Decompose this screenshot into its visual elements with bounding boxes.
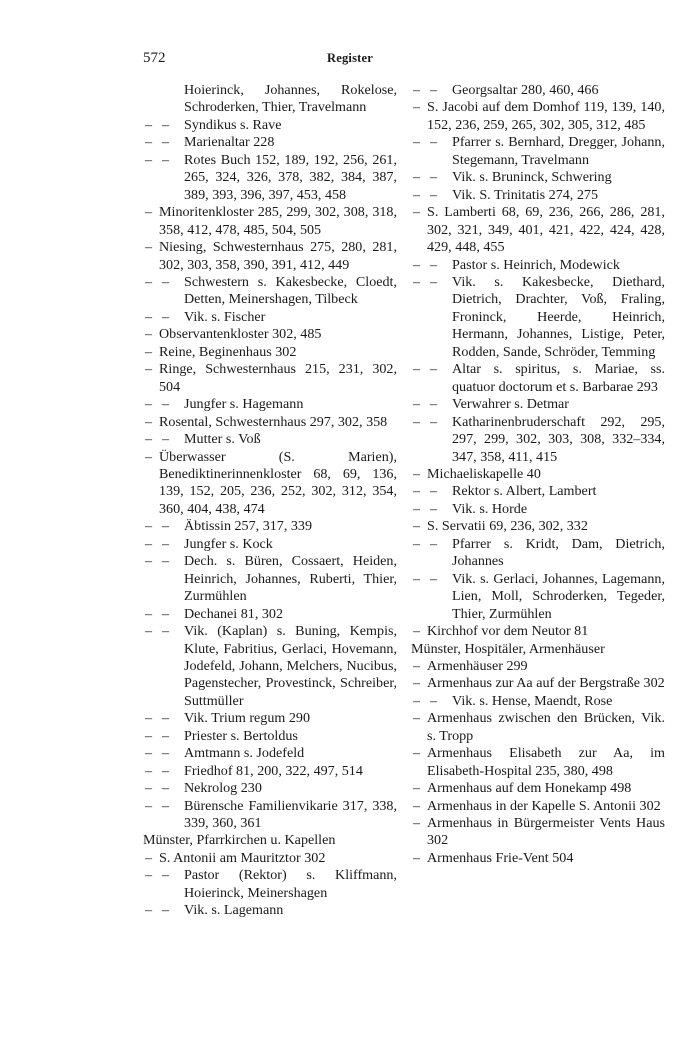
level-dash: – — [413, 849, 421, 866]
level-dash: – — [162, 308, 170, 325]
entry-text: Katharinenbruderschaft 292, 295, 297, 299, 302, 303, 308, 332–334, 347, 358, 411, 415 — [452, 413, 665, 465]
index-entry — [143, 536, 397, 553]
entry-text: Rotes Buch 152, 189, 192, 256, 261, 265, 324, 326, 378, 382, 384, 387, 389, 393, 396, 397, 453, 458 — [184, 151, 397, 203]
level-dash: – — [413, 169, 421, 186]
index-entry — [143, 850, 397, 867]
index-entry — [411, 257, 665, 274]
level-dash: – — [413, 710, 421, 727]
level-dash: – — [145, 448, 153, 465]
entry-text: Armenhaus zwischen den Brücken, Vik. s. Tropp — [427, 710, 665, 744]
index-entry — [411, 675, 665, 692]
entry-text: Schwestern s. Kakesbecke, Cloedt, Detten, Meinershagen, Tilbeck — [184, 273, 397, 308]
entry-text: Nekrolog 230 — [184, 780, 262, 797]
level-dash: – — [413, 465, 421, 482]
index-entry — [143, 745, 397, 762]
index-entry — [143, 449, 397, 519]
level-dash: – — [162, 797, 170, 814]
index-entry — [143, 326, 397, 343]
level-dash: – — [162, 431, 170, 448]
entry-text: Dech. s. Büren, Cossaert, Heiden, Heinrich, Johannes, Ruberti, Thier, Zurmühlen — [184, 553, 397, 605]
entry-text: Armenhaus in Bürgermeister Vents Haus 302 — [427, 815, 665, 849]
level-dash: – — [162, 605, 170, 622]
entry-text: Mutter s. Voß — [184, 431, 261, 448]
index-entry — [411, 815, 665, 850]
level-dash: – — [430, 535, 438, 552]
entry-text: Michaeliskapelle 40 — [427, 465, 541, 482]
level-dash: – — [145, 605, 153, 622]
index-entry — [411, 693, 665, 710]
entry-text: Armenhaus Elisabeth zur Aa, im Elisabeth-Hospital 235, 380, 498 — [427, 745, 665, 779]
entry-text: Armenhaus auf dem Honekamp 498 — [427, 780, 632, 797]
level-dash: – — [413, 273, 421, 290]
entry-text: Vik. s. Horde — [452, 500, 528, 517]
level-dash: – — [413, 692, 421, 709]
index-entry — [143, 728, 397, 745]
level-dash: – — [413, 535, 421, 552]
level-dash: – — [145, 623, 153, 640]
index-entry — [143, 414, 397, 431]
index-entry — [143, 134, 397, 151]
level-dash: – — [413, 413, 421, 430]
index-entry — [411, 169, 665, 186]
level-dash: – — [413, 204, 421, 221]
index-column-left — [143, 82, 397, 920]
level-dash: – — [162, 553, 170, 570]
index-entry — [411, 518, 665, 535]
entry-text: Vik. Trium regum 290 — [184, 710, 311, 727]
index-entry — [143, 832, 397, 849]
level-dash: – — [145, 273, 153, 290]
index-entry — [411, 850, 665, 867]
entry-text: Vik. s. Gerlaci, Johannes, Lagemann, Lien, Moll, Schroderken, Tegeder, Thier, Zurmühlen — [452, 570, 665, 622]
level-dash: – — [145, 116, 153, 133]
entry-text: Hoierinck, Johannes, Rokelose, Schroderken, Thier, Travelmann — [184, 82, 397, 116]
level-dash: – — [145, 745, 153, 762]
entry-text: Friedhof 81, 200, 322, 497, 514 — [184, 762, 363, 779]
entry-text: Rosental, Schwesternhaus 297, 302, 358 — [159, 413, 388, 430]
entry-text: S. Lamberti 68, 69, 236, 266, 286, 281, 302, 321, 349, 401, 421, 422, 424, 428, 429, 448, 455 — [427, 204, 665, 256]
entry-text: Observantenkloster 302, 485 — [159, 326, 322, 343]
index-entry — [143, 606, 397, 623]
level-dash: – — [145, 204, 153, 221]
entry-text: Georgsaltar 280, 460, 466 — [452, 82, 599, 98]
index-entry — [143, 361, 397, 396]
index-entry — [411, 641, 665, 658]
level-dash: – — [413, 623, 421, 640]
index-entry — [143, 82, 397, 117]
level-dash: – — [430, 134, 438, 151]
index-entry — [143, 763, 397, 780]
index-entry — [143, 431, 397, 448]
index-entry — [411, 623, 665, 640]
entry-text: Jungfer s. Hagemann — [184, 396, 304, 413]
page-number: 572 — [143, 50, 166, 66]
entry-text: Münster, Hospitäler, Armenhäuser — [411, 640, 605, 657]
index-entry — [411, 483, 665, 500]
index-entry — [411, 82, 665, 99]
entry-text: Pfarrer s. Kridt, Dam, Dietrich, Johannes — [452, 535, 665, 570]
entry-text: Vik. (Kaplan) s. Buning, Kempis, Klute, Fabritius, Gerlaci, Hovemann, Jodefeld, Johann, Melchers, Nucibus, Pagenstecher, Provestinck, Schreiber, Suttmüller — [184, 623, 397, 709]
level-dash: – — [430, 396, 438, 413]
index-entry — [143, 152, 397, 204]
index-entry — [143, 344, 397, 361]
entry-text: Vik. s. Lagemann — [184, 902, 284, 919]
entry-text: Priester s. Bertoldus — [184, 727, 298, 744]
entry-text: Armenhäuser 299 — [427, 657, 528, 674]
level-dash: – — [162, 762, 170, 779]
index-entry — [143, 309, 397, 326]
level-dash: – — [413, 657, 421, 674]
level-dash: – — [413, 500, 421, 517]
level-dash: – — [145, 134, 153, 151]
level-dash: – — [162, 623, 170, 640]
level-dash: – — [413, 518, 421, 535]
level-dash: – — [145, 902, 153, 919]
entry-text: S. Jacobi auf dem Domhof 119, 139, 140, 152, 236, 259, 265, 302, 305, 312, 485 — [427, 99, 665, 133]
index-entry — [143, 798, 397, 833]
entry-text: Armenhaus in der Kapelle S. Antonii 302 — [427, 797, 661, 814]
level-dash: – — [162, 518, 170, 535]
index-entry — [143, 396, 397, 413]
level-dash: – — [145, 396, 153, 413]
entry-text: Ringe, Schwesternhaus 215, 231, 302, 504 — [159, 361, 397, 395]
running-title: Register — [326, 51, 374, 65]
index-entry — [143, 204, 397, 239]
level-dash: – — [145, 797, 153, 814]
level-dash: – — [430, 186, 438, 203]
level-dash: – — [430, 500, 438, 517]
entry-text: Äbtissin 257, 317, 339 — [184, 518, 313, 535]
level-dash: – — [413, 361, 421, 378]
level-dash: – — [162, 535, 170, 552]
level-dash: – — [430, 413, 438, 430]
level-dash: – — [162, 710, 170, 727]
index-entry — [143, 623, 397, 710]
level-dash: – — [145, 710, 153, 727]
level-dash: – — [413, 675, 421, 692]
level-dash: – — [145, 849, 153, 866]
level-dash: – — [162, 116, 170, 133]
index-entry — [411, 466, 665, 483]
level-dash: – — [145, 553, 153, 570]
index-entry — [143, 518, 397, 535]
level-dash: – — [162, 151, 170, 168]
index-entry — [143, 553, 397, 605]
index-entry — [411, 187, 665, 204]
index-entry — [411, 571, 665, 623]
entry-text: Altar s. spiritus, s. Mariae, ss. quatuor doctorum et s. Barbarae 293 — [452, 361, 665, 395]
level-dash: – — [430, 169, 438, 186]
level-dash: – — [162, 273, 170, 290]
level-dash: – — [145, 326, 153, 343]
index-entry — [411, 274, 665, 361]
entry-text: Überwasser (S. Marien), Benediktinerinnenkloster 68, 69, 136, 139, 152, 205, 236, 252, 302, 312, 354, 360, 404, 438, 474 — [159, 448, 397, 517]
entry-text: Vik. s. Kakesbecke, Diethard, Dietrich, Drachter, Voß, Fraling, Froninck, Heerde, Heinrich, Hermann, Johannes, Listige, Peter, Rodden, Sande, Schröder, Temming — [452, 273, 665, 360]
level-dash: – — [162, 396, 170, 413]
entry-text: Verwahrer s. Detmar — [452, 396, 570, 413]
entry-text: Pastor s. Heinrich, Modewick — [452, 256, 620, 273]
index-entry — [411, 745, 665, 780]
entry-text: Marienaltar 228 — [184, 134, 275, 151]
level-dash: – — [430, 692, 438, 709]
entry-text: Dechanei 81, 302 — [184, 605, 284, 622]
index-entry — [143, 239, 397, 274]
level-dash: – — [413, 256, 421, 273]
level-dash: – — [413, 82, 421, 98]
level-dash: – — [430, 483, 438, 500]
entry-text: Minoritenkloster 285, 299, 302, 308, 318, 358, 412, 478, 485, 504, 505 — [159, 204, 397, 238]
level-dash: – — [145, 867, 153, 884]
level-dash: – — [145, 780, 153, 797]
level-dash: – — [162, 867, 170, 884]
entry-text: Münster, Pfarrkirchen u. Kapellen — [143, 832, 336, 849]
index-entry — [411, 710, 665, 745]
entry-text: Rektor s. Albert, Lambert — [452, 483, 597, 500]
level-dash: – — [413, 815, 421, 832]
level-dash: – — [413, 570, 421, 587]
entry-text: Kirchhof vor dem Neutor 81 — [427, 623, 589, 640]
level-dash: – — [413, 745, 421, 762]
level-dash: – — [430, 273, 438, 290]
level-dash: – — [145, 535, 153, 552]
level-dash: – — [413, 186, 421, 203]
entry-text: S. Antonii am Mauritztor 302 — [159, 849, 326, 866]
index-entry — [411, 414, 665, 466]
index-entry — [143, 117, 397, 134]
level-dash: – — [145, 762, 153, 779]
level-dash: – — [145, 361, 153, 378]
entry-text: Vik. s. Fischer — [184, 308, 266, 325]
index-entry — [411, 361, 665, 396]
entry-text: Jungfer s. Kock — [184, 535, 273, 552]
level-dash: – — [145, 239, 153, 256]
index-entry — [411, 536, 665, 571]
entry-text: Bürensche Familienvikarie 317, 338, 339, 360, 361 — [184, 797, 397, 832]
index-entry — [411, 204, 665, 256]
level-dash: – — [162, 902, 170, 919]
index-entry — [143, 902, 397, 919]
entry-text: Armenhaus zur Aa auf der Bergstraße 302 — [427, 675, 665, 692]
level-dash: – — [145, 727, 153, 744]
index-entry — [143, 710, 397, 727]
entry-text: Vik. S. Trinitatis 274, 275 — [452, 186, 598, 203]
level-dash: – — [413, 396, 421, 413]
level-dash: – — [145, 431, 153, 448]
level-dash: – — [145, 343, 153, 360]
level-dash: – — [145, 518, 153, 535]
index-entry — [411, 658, 665, 675]
level-dash: – — [162, 780, 170, 797]
entry-text: Amtmann s. Jodefeld — [184, 745, 305, 762]
level-dash: – — [430, 82, 438, 98]
index-entry — [411, 396, 665, 413]
level-dash: – — [430, 361, 438, 378]
index-entry — [143, 867, 397, 902]
entry-text: Pastor (Rektor) s. Kliffmann, Hoierinck, Meinershagen — [184, 867, 397, 901]
level-dash: – — [430, 570, 438, 587]
entry-text: S. Servatii 69, 236, 302, 332 — [427, 518, 588, 535]
level-dash: – — [413, 780, 421, 797]
level-dash: – — [162, 727, 170, 744]
index-column-right — [411, 82, 665, 867]
level-dash: – — [162, 745, 170, 762]
level-dash: – — [413, 99, 421, 116]
index-entry — [411, 99, 665, 134]
entry-text: Niesing, Schwesternhaus 275, 280, 281, 302, 303, 358, 390, 391, 412, 449 — [159, 239, 397, 273]
index-entry — [143, 274, 397, 309]
entry-text: Reine, Beginenhaus 302 — [159, 343, 297, 360]
level-dash: – — [430, 256, 438, 273]
level-dash: – — [413, 797, 421, 814]
level-dash: – — [145, 151, 153, 168]
index-entry — [411, 134, 665, 169]
level-dash: – — [413, 483, 421, 500]
level-dash: – — [413, 134, 421, 151]
entry-text: Vik. s. Bruninck, Schwering — [452, 169, 612, 186]
entry-text: Vik. s. Hense, Maendt, Rose — [452, 692, 613, 709]
index-entry — [411, 798, 665, 815]
entry-text: Armenhaus Frie-Vent 504 — [427, 849, 574, 866]
entry-text: Syndikus s. Rave — [184, 116, 282, 133]
level-dash: – — [145, 308, 153, 325]
entry-text: Pfarrer s. Bernhard, Dregger, Johann, Stegemann, Travelmann — [452, 134, 665, 168]
level-dash: – — [145, 413, 153, 430]
index-entry — [411, 780, 665, 797]
index-entry — [411, 501, 665, 518]
index-entry — [143, 780, 397, 797]
level-dash: – — [162, 134, 170, 151]
